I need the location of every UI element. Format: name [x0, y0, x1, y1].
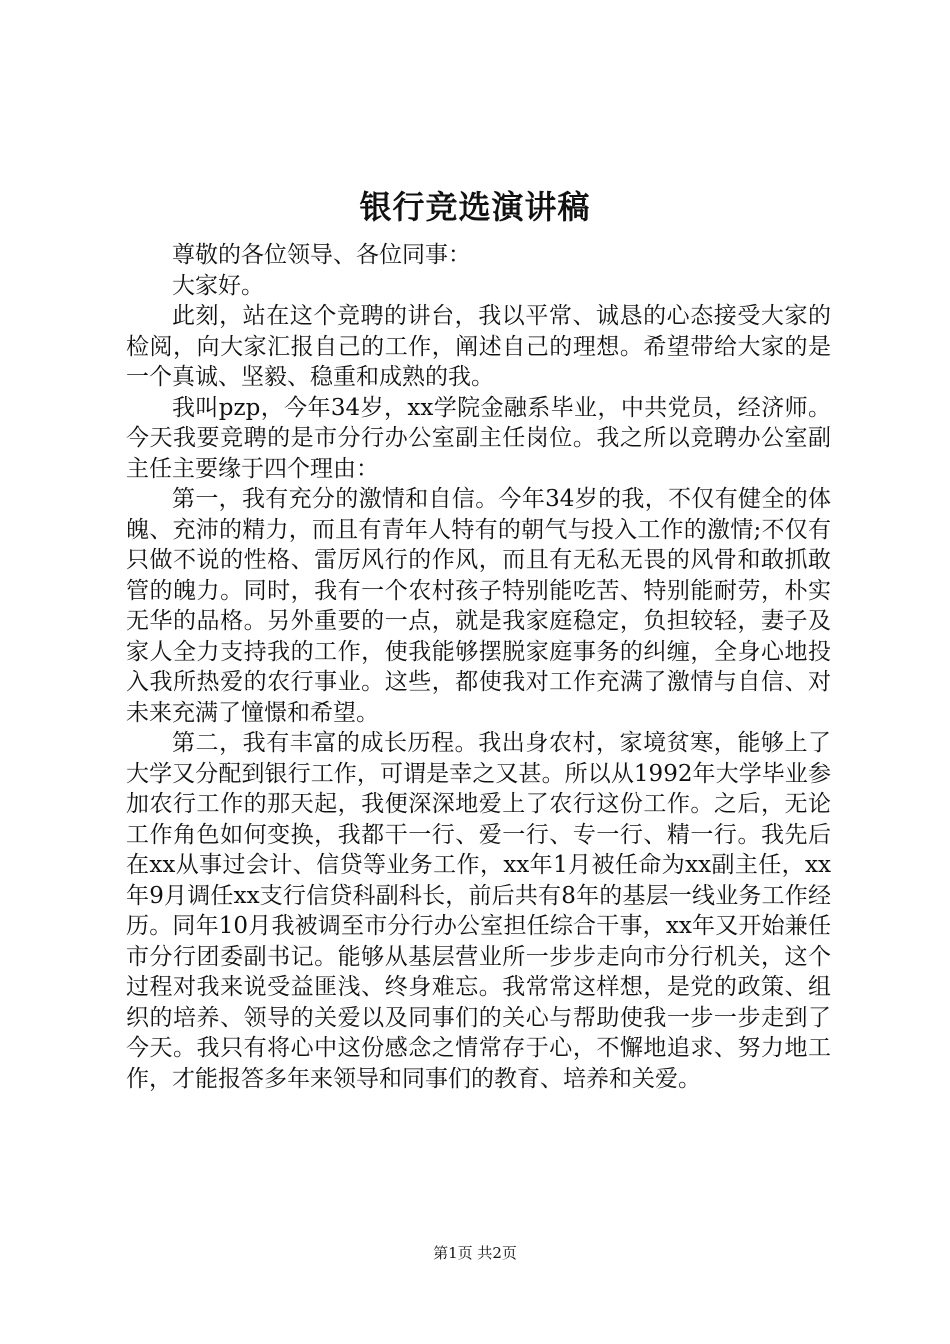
- document-body: [126, 240, 831, 1094]
- body-paragraph: 第二，我有丰富的成长历程。我出身农村，家境贫寒，能够上了大学又分配到银行工作，可谓是幸之又甚。所以从1992年大学毕业参加农行工作的那天起，我便深深地爱上了农行这份工作。之后，无论工作角色如何变换，我都干一行、爱一行、专一行、精一行。我先后在xx从事过会计、信贷等业务工作，xx年1月被任命为xx副主任，xx年9月调任xx支行信贷科副科长，前后共有8年的基层一线业务工作经历。同年10月我被调至市分行办公室担任综合干事，xx年又开始兼任市分行团委副书记。能够从基层营业所一步步走向市分行机关，这个过程对我来说受益匪浅、终身难忘。我常常这样想，是党的政策、组织的培养、领导的关爱以及同事们的关心与帮助使我一步一步走到了今天。我只有将心中这份感念之情常存于心，不懈地追求、努力地工作，才能报答多年来领导和同事们的教育、培养和关爱。: [126, 730, 831, 1092]
- document-title: 银行竞选演讲稿: [359, 188, 591, 226]
- salutation-paragraph: 尊敬的各位领导、各位同事：: [172, 242, 471, 268]
- body-paragraph: 此刻，站在这个竞聘的讲台，我以平常、诚恳的心态接受大家的检阅，向大家汇报自己的工作，阐述自己的理想。希望带给大家的是一个真诚、坚毅、稳重和成熟的我。: [126, 303, 831, 390]
- greeting-paragraph: 大家好。: [172, 272, 264, 299]
- body-paragraph: 我叫pzp，今年34岁，xx学院金融系毕业，中共党员，经济师。今天我要竞聘的是市分行办公室副主任岗位。我之所以竞聘办公室副主任主要缘于四个理由：: [126, 394, 831, 482]
- body-paragraph: 第一，我有充分的激情和自信。今年34岁的我，不仅有健全的体魄、充沛的精力，而且有青年人特有的朝气与投入工作的激情;不仅有只做不说的性格、雷厉风行的作风，而且有无私无畏的风骨和敢抓敢管的魄力。同时，我有一个农村孩子特别能吃苦、特别能耐劳，朴实无华的品格。另外重要的一点，就是我家庭稳定，负担较轻，妻子及家人全力支持我的工作，使我能够摆脱家庭事务的纠缠，全身心地投入我所热爱的农行事业。这些，都使我对工作充满了激情与自信、对未来充满了憧憬和希望。: [126, 486, 831, 726]
- page-footer: 第1页 共2页: [433, 1244, 517, 1262]
